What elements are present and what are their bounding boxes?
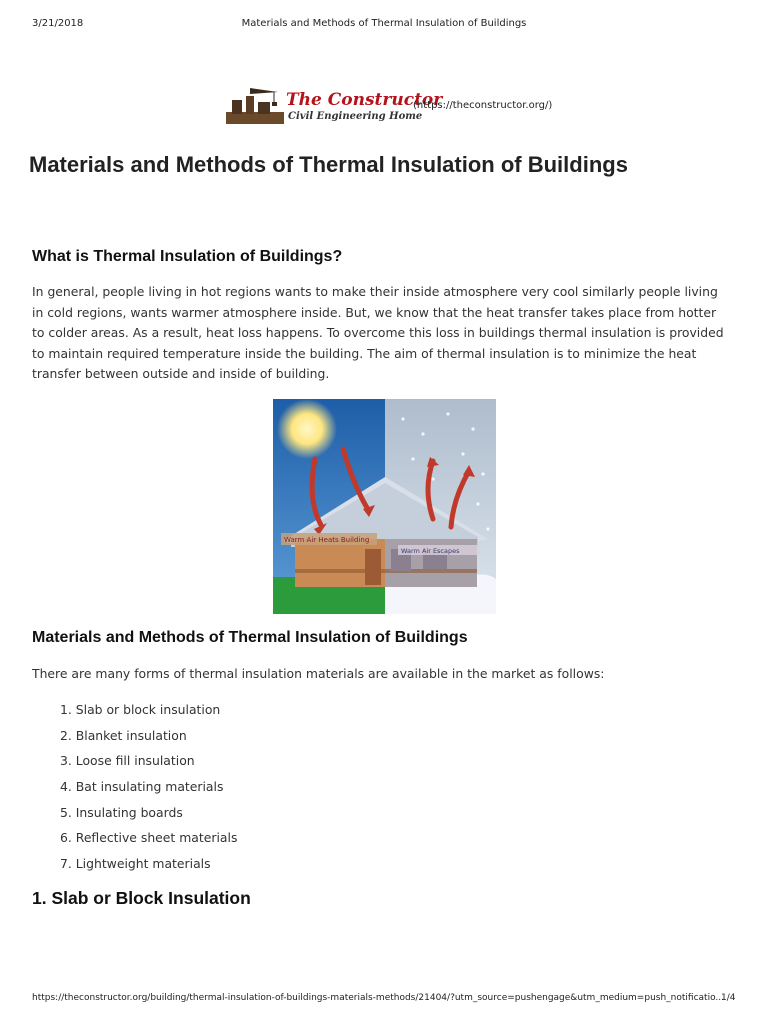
section-heading-materials: Materials and Methods of Thermal Insulation of Buildings xyxy=(32,629,468,646)
figure-label-right: Warm Air Escapes xyxy=(401,547,460,555)
list-item: 5. Insulating boards xyxy=(60,804,183,820)
article-title: Materials and Methods of Thermal Insulation of Buildings xyxy=(29,152,628,177)
materials-intro: There are many forms of thermal insulation materials are available in the market as follows: xyxy=(32,666,605,681)
list-item: 3. Loose fill insulation xyxy=(60,753,195,769)
list-item: 1. Slab or block insulation xyxy=(60,702,221,717)
sun-icon xyxy=(277,399,337,459)
logo-name: The Constructor xyxy=(286,90,443,110)
figure-label-left: Warm Air Heats Building xyxy=(284,536,370,544)
intro-paragraph: In general, people living in hot regions wants to make their inside atmosphere very cool similarly people living in cold regions, wants warmer atmosphere inside. But, we know that the heat transfer takes place from hotter to colder areas. As a result, heat loss happens. To overcome this loss in buildings thermal insulation is provided to maintain required temperature inside the building. The aim of thermal insulation is to minimize the heat transfer between outside and inside of building. xyxy=(32,284,724,382)
print-header-title: Materials and Methods of Thermal Insulation of Buildings xyxy=(241,18,527,29)
page-number: 1/4 xyxy=(721,993,736,1003)
section-heading-slab: 1. Slab or Block Insulation xyxy=(32,888,251,908)
crane-logo-icon xyxy=(226,88,284,124)
list-item: 6. Reflective sheet materials xyxy=(60,830,238,846)
print-date: 3/21/2018 xyxy=(32,18,84,29)
list-item: 7. Lightweight materials xyxy=(60,856,211,872)
thermal-insulation-illustration xyxy=(273,399,496,614)
print-footer-url: https://theconstructor.org/building/thermal-insulation-of-buildings-materials-methods/21404/?utm_source=pushengage&utm_medium=push_notificatio... xyxy=(32,993,724,1003)
site-logo[interactable] xyxy=(226,86,556,130)
section-heading-what-is: What is Thermal Insulation of Buildings? xyxy=(32,248,343,265)
logo-url[interactable]: (https://theconstructor.org/) xyxy=(413,100,553,111)
list-item: 2. Blanket insulation xyxy=(60,727,187,743)
logo-tagline: Civil Engineering Home xyxy=(288,111,423,122)
list-item: 4. Bat insulating materials xyxy=(60,779,224,795)
materials-list xyxy=(60,700,237,880)
